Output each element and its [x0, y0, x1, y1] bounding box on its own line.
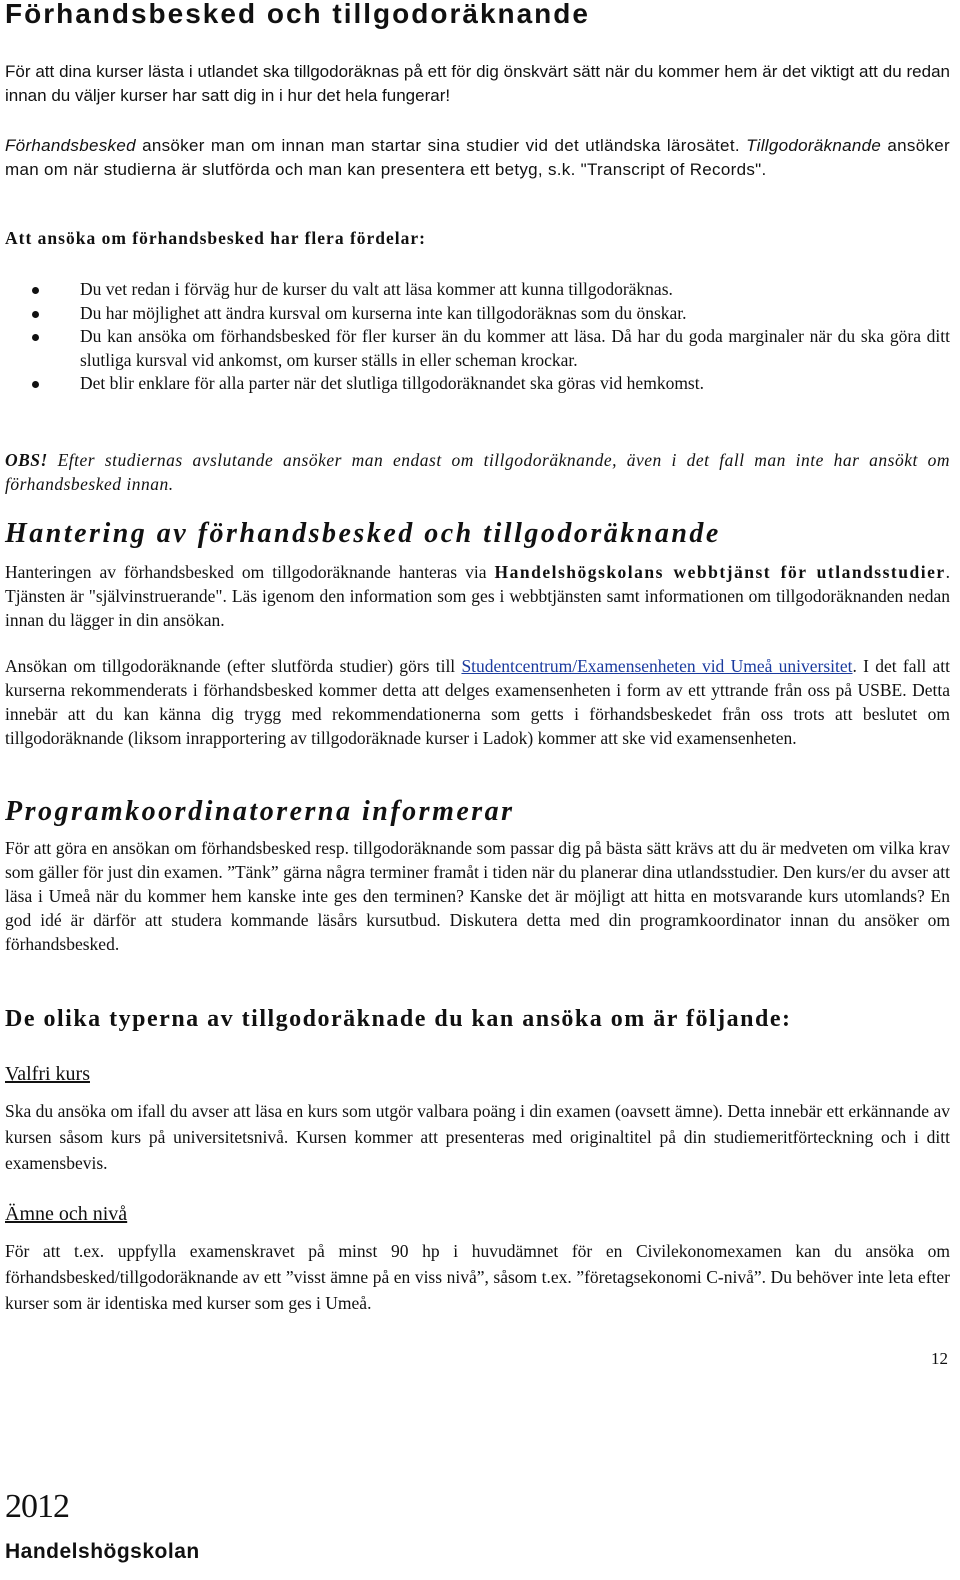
advantages-list	[5, 278, 950, 396]
obs-note	[5, 448, 950, 496]
bullet-icon	[32, 287, 39, 294]
intro-paragraph-2	[5, 134, 950, 182]
section-heading-handling: Hantering av förhandsbesked och tillgodoräknande	[5, 518, 721, 549]
term-tillgodoraknande: Tillgodoräknande	[746, 136, 882, 155]
obs-text: Efter studiernas avslutande ansöker man endast om tillgodoräknande, även i det fall man inte har ansökt om förhandsbesked innan.	[5, 450, 950, 494]
bullet-icon	[32, 381, 39, 388]
handling-paragraph-1: Hanteringen av förhandsbesked om tillgodoräknande hanteras via Handelshögskolans webbtjänst för utlandsstudier. Tjänsten är "självinstruerande". Läs igenom den information som ges i webbtjänsten samt informationen om tillgodoräknanden nedan innan du lägger in din ansökan.	[5, 562, 950, 630]
section-heading-types: De olika typerna av tillgodoräknade du kan ansöka om är följande:	[5, 1006, 792, 1032]
amne-och-niva-paragraph: För att t.ex. uppfylla examenskravet på minst 90 hp i huvudämnet för en Civilekonomexamen kan du ansöka om förhandsbesked/tillgodoräknande av ett ”visst ämne på en viss nivå”, såsom t.ex. ”företagsekonomi C-nivå”. Du behöver inte leta efter kurser som är identiska med kurser som ges i Umeå.	[5, 1241, 950, 1313]
page-title: Förhandsbesked och tillgodoräknande	[5, 0, 590, 29]
intro-text-1: ansöker man om innan man startar sina studier vid det utländska lärosätet.	[135, 136, 747, 155]
term-forhandsbesked: Förhandsbesked	[5, 136, 136, 155]
footer-organization: Handelshögskolan	[5, 1540, 200, 1563]
footer-year: 2012	[5, 1488, 69, 1525]
studentcentrum-link[interactable]: Studentcentrum/Examensenheten vid Umeå universitet	[461, 656, 853, 676]
list-item: Du har möjlighet att ändra kursval om kurserna inte kan tillgodoräknas som du önskar.	[5, 302, 950, 326]
intro-paragraph-1: För att dina kurser lästa i utlandet ska tillgodoräknas på ett för dig önskvärt sätt när du kommer hem är det viktigt att du redan innan du väljer kurser har satt dig in i hur det hela fungerar!	[5, 62, 950, 105]
advantages-lead: Att ansöka om förhandsbesked har flera fördelar:	[5, 228, 427, 248]
intro-text-2: ansöker man om när studierna är slutförda och man kan presentera ett betyg, s.k. "Transcript of Records".	[5, 136, 951, 179]
bullet-icon	[32, 334, 39, 341]
bullet-icon	[32, 311, 39, 318]
list-item: Det blir enklare för alla parter när det slutliga tillgodoräknandet ska göras vid hemkomst.	[5, 372, 950, 396]
section-heading-coordinators: Programkoordinatorerna informerar	[5, 796, 515, 827]
obs-label: OBS!	[5, 450, 48, 470]
list-item: Du kan ansöka om förhandsbesked för fler kurser än du kommer att läsa. Då har du goda marginaler när du ska göra ditt slutliga kursval vid ankomst, om kurser ställs in eller scheman krockar.	[5, 325, 950, 372]
subheading-valfri-kurs: Valfri kurs	[5, 1063, 90, 1085]
subheading-amne-och-niva: Ämne och nivå	[5, 1203, 128, 1225]
coordinators-paragraph: För att göra en ansökan om förhandsbesked resp. tillgodoräknande som passar dig på bästa sätt krävs att du är medveten om vilka krav som gäller för just din examen. ”Tänk” gärna några terminer framåt i tiden när du planerar dina utlandsstudier. Den kurs/er du avser att läsa i Umeå när du kommer hem kanske inte ges den terminen? Kanske det är möjligt att hitta en motsvarande kurs utomlands? En god idé är därför att studera kommande läsårs kursutbud. Diskutera detta med din programkoordinator innan du ansöker om förhandsbesked.	[5, 838, 950, 954]
page-number: 12	[931, 1349, 948, 1368]
valfri-kurs-paragraph: Ska du ansöka om ifall du avser att läsa en kurs som utgör valbara poäng i din examen (oavsett ämne). Detta innebär ett erkännande av kursen såsom kurs på universitetsnivå. Kursen kommer att presenteras med originaltitel på din studiemeritförteckning och i ditt examensbevis.	[5, 1101, 950, 1173]
webbtjanst-name: Handelshögskolans webbtjänst för utlandsstudier	[494, 562, 946, 582]
handling-paragraph-2: Ansökan om tillgodoräknande (efter slutförda studier) görs till Studentcentrum/Examensenheten vid Umeå universitet. I det fall att kurserna rekommenderats i förhandsbesked kommer detta att delges examensenheten i form av ett yttrande från oss på USBE. Detta innebär att du kan känna dig trygg med rekommendationerna som getts i förhandsbeskedet från oss trots att beslutet om tillgodoräknande (liksom inrapportering av tillgodoräknade kurser i Ladok) kommer att ske vid examensenheten.	[5, 656, 950, 748]
list-item: Du vet redan i förväg hur de kurser du valt att läsa kommer att kunna tillgodoräknas.	[5, 278, 950, 302]
